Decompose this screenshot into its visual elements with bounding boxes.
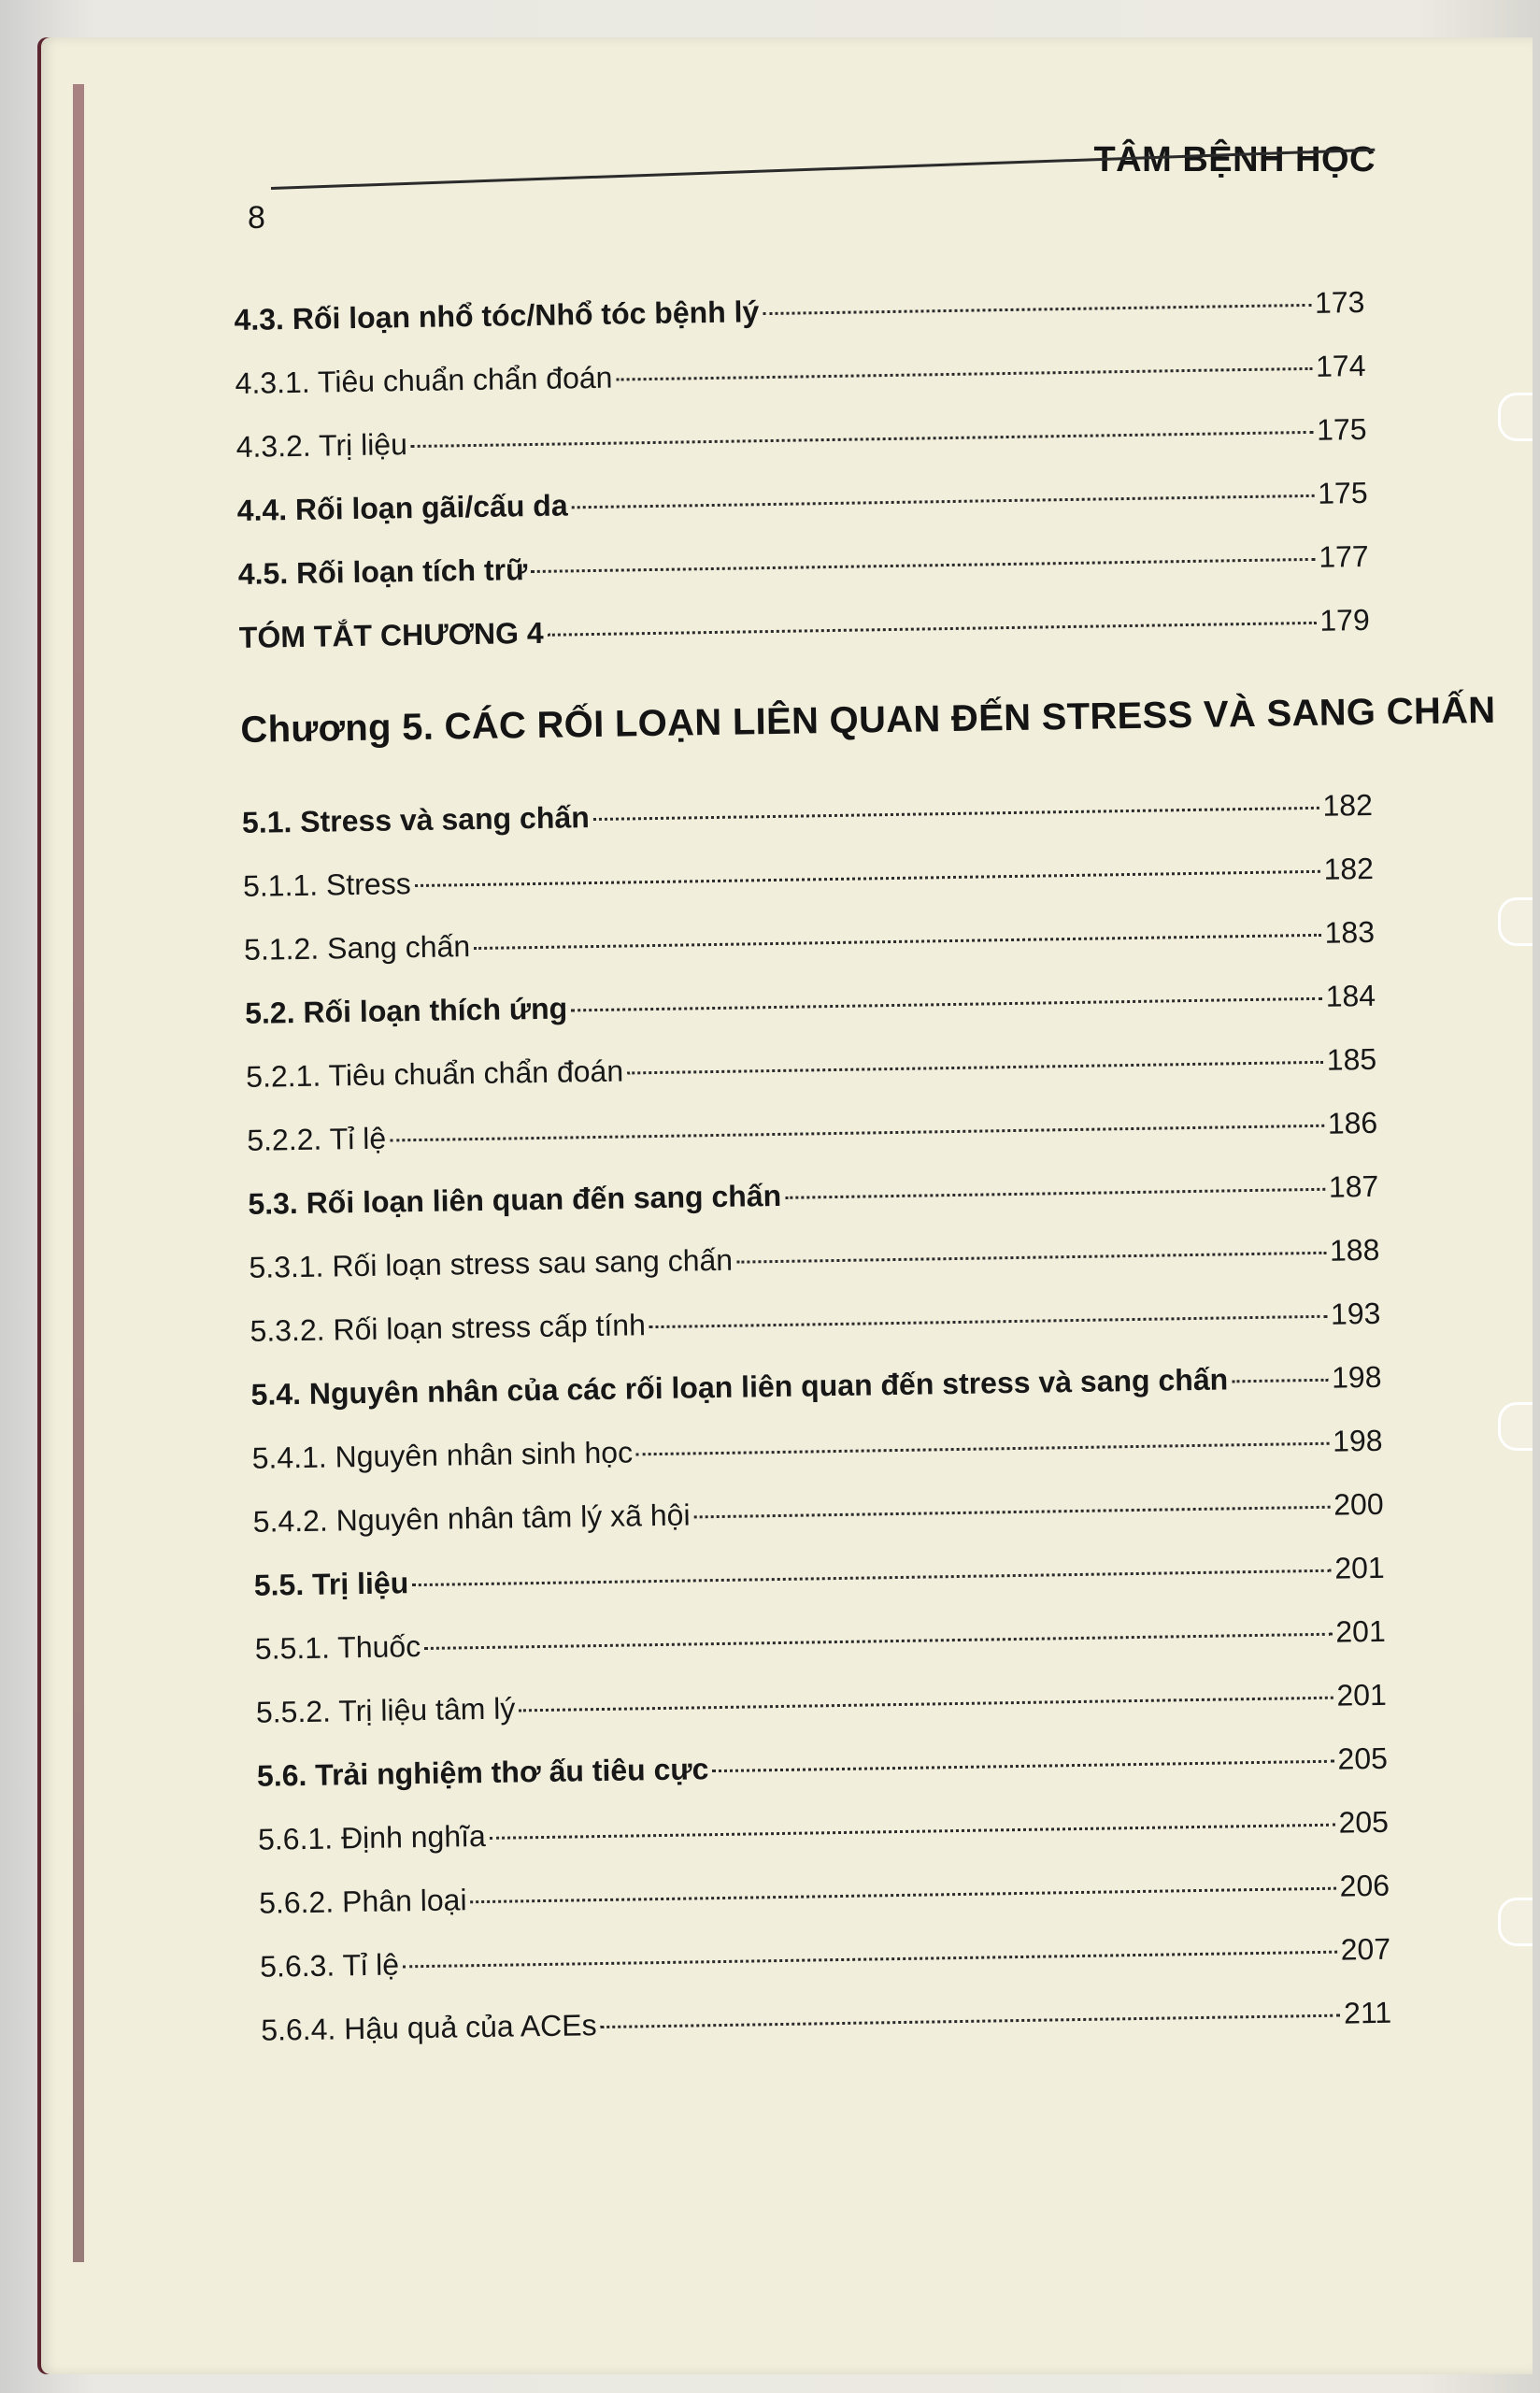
toc-entry-page-number: 186 xyxy=(1327,1105,1378,1140)
toc-entry-label: 5.5. Trị liệu xyxy=(253,1566,409,1602)
toc-entry-page-number: 201 xyxy=(1336,1677,1388,1712)
toc-entry-label: 5.1.1. Stress xyxy=(242,867,411,903)
toc-dot-leader xyxy=(627,1061,1323,1075)
toc-entry-label: 5.5.2. Trị liệu tâm lý xyxy=(255,1691,516,1729)
toc-dot-leader xyxy=(1232,1379,1328,1383)
toc-entry-page-number: 182 xyxy=(1323,851,1375,886)
toc-dot-leader xyxy=(572,494,1315,509)
toc-dot-leader xyxy=(571,997,1322,1012)
toc-dot-leader xyxy=(736,1252,1326,1264)
toc-dot-leader xyxy=(763,304,1311,315)
toc-dot-leader xyxy=(601,2014,1341,2028)
binding-stitch-4 xyxy=(1498,1898,1533,1946)
toc-entry-label: 5.6. Trải nghiệm thơ ấu tiêu cực xyxy=(256,1752,709,1793)
toc-entry-page-number: 201 xyxy=(1333,1550,1385,1585)
chapter-heading: Chương 5. CÁC RỐI LOẠN LIÊN QUAN ĐẾN STRESS VÀ SANG CHẤN xyxy=(240,689,1496,751)
toc-entry-label: 5.4.2. Nguyên nhân tâm lý xã hội xyxy=(252,1497,691,1539)
toc-entry-page-number: 185 xyxy=(1326,1041,1377,1077)
toc-entry-page-number: 201 xyxy=(1335,1613,1387,1649)
toc-entry-page-number: 174 xyxy=(1315,348,1366,383)
toc-entry-label: 5.3. Rối loạn liên quan đến sang chấn xyxy=(248,1178,782,1221)
toc-dot-leader xyxy=(694,1506,1331,1519)
binding-stitch-2 xyxy=(1498,897,1533,946)
toc-entry-page-number: 175 xyxy=(1317,475,1368,510)
toc-section-chapter-5 xyxy=(241,773,1391,2062)
toc-entry-page-number: 198 xyxy=(1332,1423,1383,1458)
toc-dot-leader xyxy=(785,1188,1325,1199)
toc-dot-leader xyxy=(593,807,1319,821)
toc-entry-page-number: 183 xyxy=(1324,914,1376,950)
toc-entry-page-number: 200 xyxy=(1333,1486,1384,1522)
toc-entry-label: 5.3.1. Rối loạn stress sau sang chấn xyxy=(249,1242,734,1284)
toc-entry-page-number: 188 xyxy=(1329,1232,1380,1268)
toc-dot-leader xyxy=(490,1824,1335,1840)
toc-entry-label: 5.6.4. Hậu quả của ACEs xyxy=(260,2008,597,2047)
toc-dot-leader xyxy=(548,622,1317,637)
toc-entry-label: 5.5.1. Thuốc xyxy=(254,1629,421,1666)
toc-entry-label: 5.2. Rối loạn thích ứng xyxy=(244,991,568,1030)
toc-entry-label: 5.4. Nguyên nhân của các rối loạn liên quan đến stress và sang chấn xyxy=(250,1362,1229,1411)
toc-dot-leader xyxy=(636,1442,1329,1456)
toc-entry-label: 5.1. Stress và sang chấn xyxy=(241,800,590,839)
toc-entry-page-number: 205 xyxy=(1337,1741,1389,1776)
binding-stitch-1 xyxy=(1498,393,1533,441)
page-number: 8 xyxy=(248,200,265,236)
toc-entry-label: 5.6.2. Phân loại xyxy=(258,1883,467,1920)
toc-dot-leader xyxy=(649,1315,1327,1328)
toc-entry-page-number: 193 xyxy=(1330,1296,1381,1331)
toc-dot-leader xyxy=(712,1760,1333,1772)
toc-entry-label: 4.4. Rối loạn gãi/cấu da xyxy=(236,488,568,527)
toc-entry-label: 4.5. Rối loạn tích trữ xyxy=(237,552,528,591)
toc-entry-label: 5.3.2. Rối loạn stress cấp tính xyxy=(250,1308,647,1348)
toc-entry-label: 4.3. Rối loạn nhổ tóc/Nhổ tóc bệnh lý xyxy=(234,294,760,337)
toc-entry-label: 5.6.3. Tỉ lệ xyxy=(259,1947,400,1984)
toc-entry-label: 4.3.2. Trị liệu xyxy=(235,427,408,464)
toc-entry-page-number: 184 xyxy=(1325,978,1376,1013)
toc-entry-page-number: 198 xyxy=(1331,1359,1382,1395)
toc-entry-label: 5.1.2. Sang chấn xyxy=(243,929,471,967)
toc-entry-page-number: 187 xyxy=(1328,1168,1379,1204)
toc-entry-page-number: 179 xyxy=(1319,602,1371,638)
toc-entry-label: TÓM TẮT CHƯƠNG 4 xyxy=(238,615,544,654)
toc-dot-leader xyxy=(474,934,1321,950)
toc-dot-leader xyxy=(531,558,1315,573)
toc-section-chapter-4 xyxy=(234,270,1370,669)
toc-entry-label: 5.2.2. Tỉ lệ xyxy=(247,1121,387,1157)
book-spine-edge xyxy=(73,84,84,2262)
table-of-contents xyxy=(234,270,1496,2062)
toc-dot-leader xyxy=(403,1951,1337,1969)
toc-entry-label: 5.6.1. Định nghĩa xyxy=(257,1818,487,1856)
toc-dot-leader xyxy=(424,1633,1332,1650)
toc-dot-leader xyxy=(519,1697,1333,1712)
toc-entry-page-number: 182 xyxy=(1322,787,1374,823)
toc-dot-leader xyxy=(415,870,1320,887)
toc-entry-page-number: 175 xyxy=(1316,411,1367,447)
binding-stitch-3 xyxy=(1498,1402,1533,1451)
toc-dot-leader xyxy=(471,1887,1336,1904)
toc-entry-page-number: 177 xyxy=(1318,538,1369,574)
toc-dot-leader xyxy=(411,431,1313,448)
toc-entry-label: 5.2.1. Tiêu chuẩn chẩn đoán xyxy=(245,1053,624,1094)
running-header-title: TÂM BỆNH HỌC xyxy=(1093,140,1376,179)
toc-entry-page-number: 211 xyxy=(1343,1995,1392,2030)
toc-entry-page-number: 173 xyxy=(1314,284,1365,320)
toc-entry-page-number: 205 xyxy=(1338,1804,1390,1840)
toc-entry-page-number: 207 xyxy=(1340,1931,1391,1967)
toc-entry-label: 5.4.1. Nguyên nhân sinh học xyxy=(251,1435,634,1475)
toc-entry-label: 4.3.1. Tiêu chuẩn chẩn đoán xyxy=(235,360,613,400)
toc-dot-leader xyxy=(616,367,1312,381)
toc-entry-page-number: 206 xyxy=(1339,1868,1390,1903)
toc-dot-leader xyxy=(412,1569,1331,1586)
toc-dot-leader xyxy=(390,1125,1324,1142)
